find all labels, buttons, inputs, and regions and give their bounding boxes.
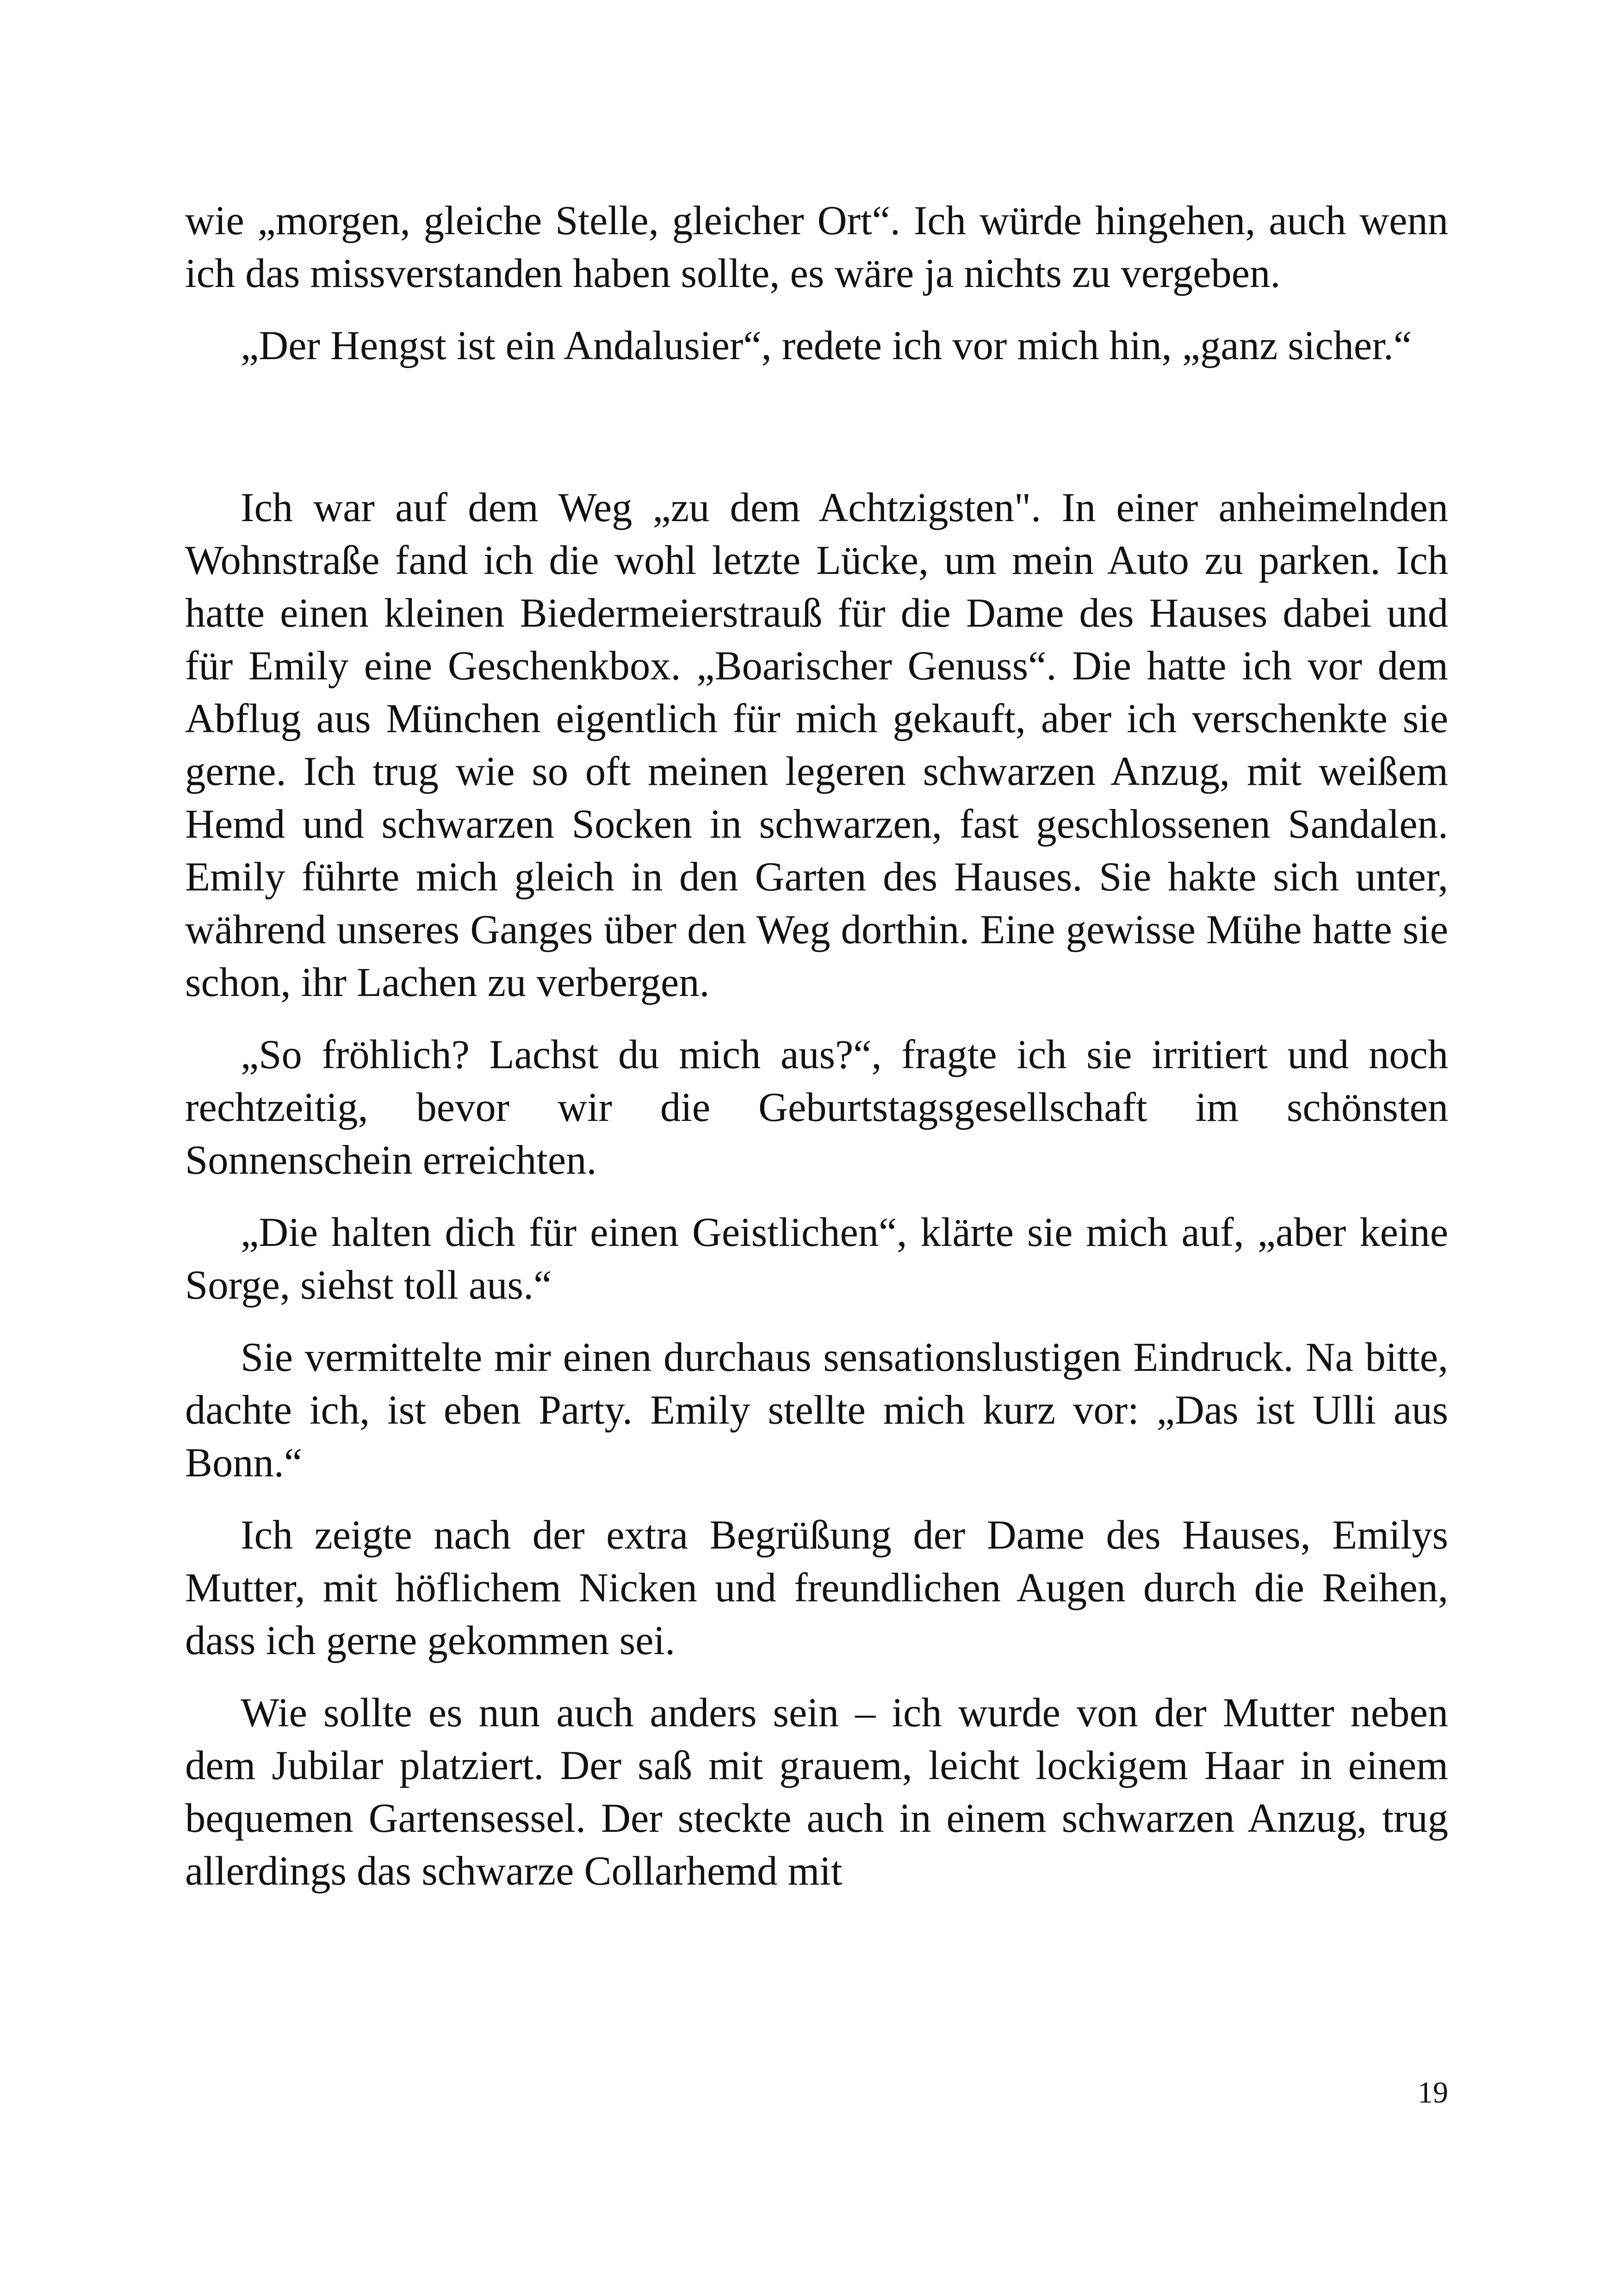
paragraph-begruessung: Ich zeigte nach der extra Begrüßung der Dame des Hauses, Emilys Mutter, mit höflichem Nicken und freundlichen Augen durch die Reihen, dass ich gerne gekommen sei. — [185, 1512, 1448, 1663]
paragraph-eindruck: Sie vermittelte mir einen durchaus sensationslustigen Eindruck. Na bitte, dachte ich, ist eben Party. Emily stellte mich kurz vor: „Das ist Ulli aus Bonn.“ — [185, 1335, 1448, 1486]
page-number: 19 — [1418, 2076, 1448, 2109]
paragraph-achtzigsten: Ich war auf dem Weg „zu dem Achtzigsten". In einer anheimelnden Wohnstraße fand ich die wohl letzte Lücke, um mein Auto zu parken. Ich hatte einen kleinen Biedermeierstrauß für die Dame des Hauses dabei und für Emily eine Geschenkbox. „Boarischer Genuss“. Die hatte ich vor dem Abflug aus München eigentlich für mich gekauft, aber ich verschenkte sie gerne. Ich trug wie so oft meinen legeren schwarzen Anzug, mit weißem Hemd und schwarzen Socken in schwarzen, fast geschlossenen Sandalen. Emily führte mich gleich in den Garten des Hauses. Sie hakte sich unter, während unseres Ganges über den Weg dorthin. Eine gewisse Mühe hatte sie schon, ihr Lachen zu verbergen. — [185, 485, 1448, 1005]
paragraph-froehlich: „So fröhlich? Lachst du mich aus?“, fragte ich sie irritiert und noch rechtzeitig, bevor wir die Geburtstagsgesellschaft im schönsten Sonnenschein erreichten. — [185, 1032, 1448, 1183]
paragraph-continued: wie „morgen, gleiche Stelle, gleicher Ort“. Ich würde hingehen, auch wenn ich das missverstanden haben sollte, es wäre ja nichts zu vergeben. — [185, 198, 1448, 296]
paragraph-geistlichen: „Die halten dich für einen Geistlichen“, klärte sie mich auf, „aber keine Sorge, siehst toll aus.“ — [185, 1210, 1448, 1308]
page-body — [185, 194, 1448, 1898]
paragraph-quote-andalusier: „Der Hengst ist ein Andalusier“, redete ich vor mich hin, „ganz sicher.“ — [241, 323, 1412, 368]
paragraph-jubilar: Wie sollte es nun auch anders sein – ich wurde von der Mutter neben dem Jubilar platziert. Der saß mit grauem, leicht lockigem Haar in einem bequemen Gartensessel. Der steckte auch in einem schwarzen Anzug, trug allerdings das schwarze Collarhemd mit — [185, 1690, 1448, 1894]
